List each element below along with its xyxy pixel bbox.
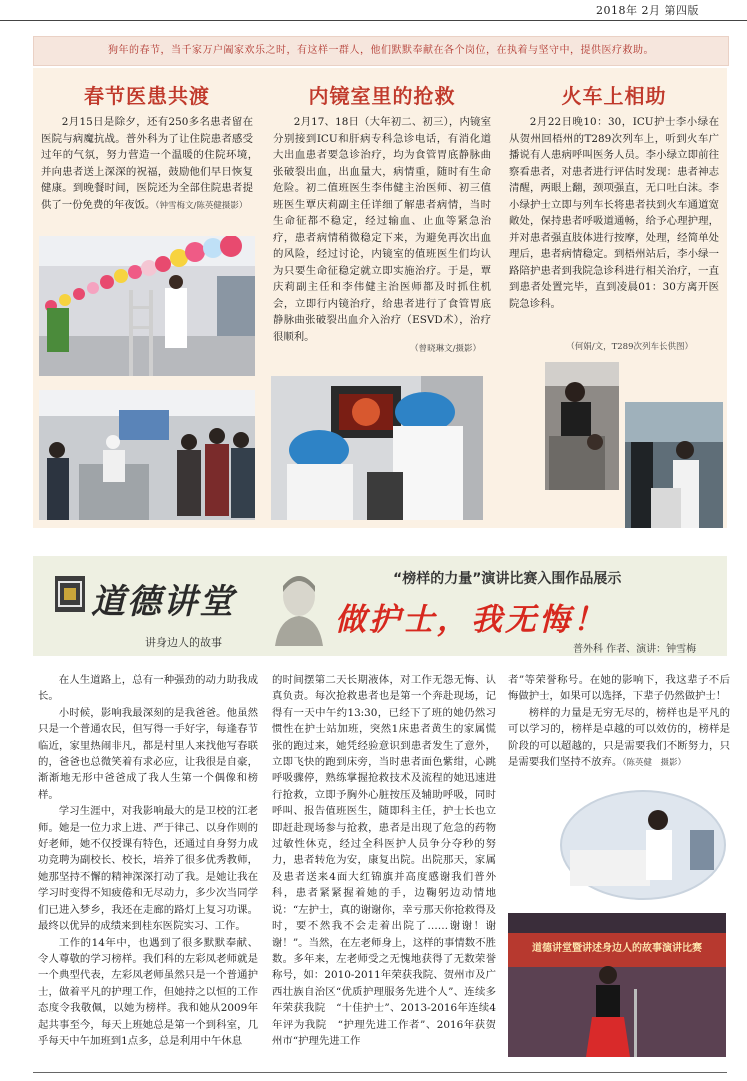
speech-stage-photo <box>508 913 726 1057</box>
nurse-at-bedside-photo <box>560 790 726 900</box>
intro-banner <box>33 36 729 66</box>
moral-lecture-banner <box>33 556 727 656</box>
article-column-2: 的时间摆第二天长期液体，对工作无怨无悔、认真负责。每次抢救患者也是第一个奔赴现场，记得有一天中午约13:30，已经下了班的她仍然习惯性在护士站加班，突然1床患者黄生的家属慌张的跑过来，她凭经验意识到患者发生了意外，立即飞快的跑到床旁，当时患者面色紫绀，心跳呼吸骤停，熟练掌握抢救技术及流程的她迅速进行抢救，立即予胸外心脏按压及辅助呼吸，同时呼叫、报告值班医生，随即科主任，护士长也立即赶赴现场参与抢救，患者是出现了危急的药物过敏性休克，经过全科医护人员争分夺秒的努力，患者转危为安，康复出院。出院那天，家属及患者送来4面大红锦旗并高度感谢我们普外科，患者紧紧握着她的手，边鞠躬边动情地说：“左护士，真的谢谢你，幸亏那天你抢救得及时，要不然我不会走着出院了……谢谢！谢谢！”。当然，在左老师身上，这样的事情数不胜数。多年来，左老师受之无愧地获得了无数荣誉称号，如：2010-2011年荣获我院、贺州市及广西壮族自治区“优质护理服务先进个人”、连续多年荣获我院 “十佳护士”、2013-2016年连续4年评为我院 “护理先进工作者”、2016年获贺州市“护理先进工作 <box>272 674 496 1047</box>
speech-contest-title: “榜样的力量”演讲比赛入围作品展示 <box>393 571 622 587</box>
portrait-sketch-icon <box>269 566 329 646</box>
story-body: 2月15日是除夕，还有250多名患者留在医院与病魔抗战。普外科为了让住院患者感受过年的气氛，努力营造一个温暖的住院环境， 并向患者送上深深的祝福，鼓励他们早日恢复健康。到晚餐时间，医院还为全部住院患者提供了一份免费的年夜饭。（钟雪梅文/陈英健摄影） <box>41 116 274 211</box>
train-carriage-photo <box>625 402 723 528</box>
new-year-dinner-photo <box>39 390 255 520</box>
festival-stories-section <box>33 68 727 528</box>
ward-decoration-photo <box>39 236 255 376</box>
article-column-3: 者”等荣誉称号。在她的影响下，我这辈子不后悔做护士，如果可以选择，下辈子仍然做护士！ 榜样的力量是无穷无尽的，榜样也是平凡的可以学习的，榜样是卓越的可以效仿的，榜样是阶段的可以超越的，只是需要我们不断努力，只是需要我们坚持不放弃。（陈英健 摄影） <box>508 674 730 769</box>
story-title: 内镜室里的抢救 <box>308 84 456 108</box>
article-column-1: 在人生道路上，总有一种强劲的动力助我成长。 小时候，影响我最深刻的是我爸爸。他虽然只是一个普通农民，但写得一手好字，每逢春节临近，家里热闹非凡，都是村里人来找他写春联的，爸爸也总微笑着有求必应，让我很是自豪，渐渐地无形中爸爸成了我人生第一个偶像和榜样。 学习生涯中，对我影响最大的是卫校的江老师。她是一位力求上进、严于律己、以身作则的好老师，她不仅授课有特色，还通过自身努力成功竞聘为副校长、校长，培养了很多优秀教师，她那坚持不懈的精神深深打动了我。是她让我在学习时变得不知疲倦和无尽动力，多少次当同学们已进入梦乡，我还在走廊的路灯上复习功课。最终以优异的成绩来到桂东医院实习、工作。 工作的14年中，也遇到了很多默默奉献、令人尊敬的学习榜样。我们科的左彩凤老师就是一个典型代表，左彩凤老师虽然只是一个普通护士，做着平凡的护理工作，但她持之以恒的工作态度令我敬佩，以她为榜样。我和她从2009年起共事至今，每天上班她总是第一个到科室，几乎每天中午加班到1点多，总是利用中午休息 <box>38 674 258 1047</box>
story-body: 2月22日晚10：30，ICU护士李小绿在从贺州回梧州的T289次列车上，听到火车广播说有人患病呼叫医务人员。李小绿立即前往察看患者，对患者进行评估时发现：患者神志清醒，两眼上翻，颈项强直，无口吐白沫。李小绿护士立即与列车长将患者扶到火车通道宽敞处，保持患者呼吸道通畅，给予心理护理，并对患者强直肢体进行按摩，处理，经简单处理后，患者病情稳定。到梧州站后，李小绿一路陪护患者到我院急诊科进行相关治疗，一直到患者处置完毕，直到凌晨01：30方离开医院急诊科。 <box>509 116 719 310</box>
lecture-brand-subtitle: 讲身边人的故事 <box>145 636 222 649</box>
issue-date-page: 2018年 2月 第四版 <box>596 4 699 17</box>
story-doctor-patient <box>33 68 274 528</box>
story-credit: （钟雪梅文/陈英健摄影） <box>155 200 248 211</box>
story-credit: （何娟/文，T289次列车长供图） <box>566 342 693 352</box>
article-headline: 做护士，我无悔！ <box>335 602 607 638</box>
lecture-brand-calligraphy: 道德讲堂 <box>91 582 235 622</box>
story-credit: （曾晓琳文/摄影） <box>410 344 481 354</box>
intro-banner-text: 狗年的春节，当千家万户阖家欢乐之时，有这样一群人，他们默默奉献在各个岗位，在执着与坚守中，提供医疗救助。 <box>108 45 654 56</box>
endoscopy-room-photo <box>271 376 483 520</box>
story-train-rescue <box>501 68 727 528</box>
story-title: 火车上相助 <box>561 84 667 108</box>
article-author: 普外科 作者、演讲：钟雪梅 <box>573 644 697 655</box>
story-title: 春节医患共渡 <box>84 84 210 108</box>
page-header <box>0 0 747 21</box>
lecture-logo-icon <box>55 576 85 612</box>
article-photo-credit: （陈英健 摄影） <box>622 758 687 769</box>
train-nurse-photo <box>545 362 619 490</box>
stage-banner-text: 道德讲堂暨讲述身边人的故事演讲比赛 <box>532 943 702 954</box>
story-body: 2月17、18日（大年初二、初三），内镜室分别接到ICU和肝病专科急诊电话，有消化道大出血患者要急诊治疗，均为食管胃底静脉曲张破裂出血，出血量大，病情重，随时有生命危险。初二值班医生李伟健主治医师、初三值班医生覃庆莉副主任详细了解患者病情，当时生命征都不稳定，经过输血、止血等紧急治疗，患者病情稍微稳定下来，为避免再次出血的风险，经过讨论，内镜室的值班医生们均认为只要生命征稳定就立即实施治疗。于是，覃庆莉副主任和李伟健主治医师都及时抓住机会，立即行内镜治疗，给患者进行了食管胃底静脉曲张破裂出血介入治疗（ESVD术），治疗很顺利。 <box>273 116 491 343</box>
story-endoscopy-rescue <box>265 68 499 528</box>
